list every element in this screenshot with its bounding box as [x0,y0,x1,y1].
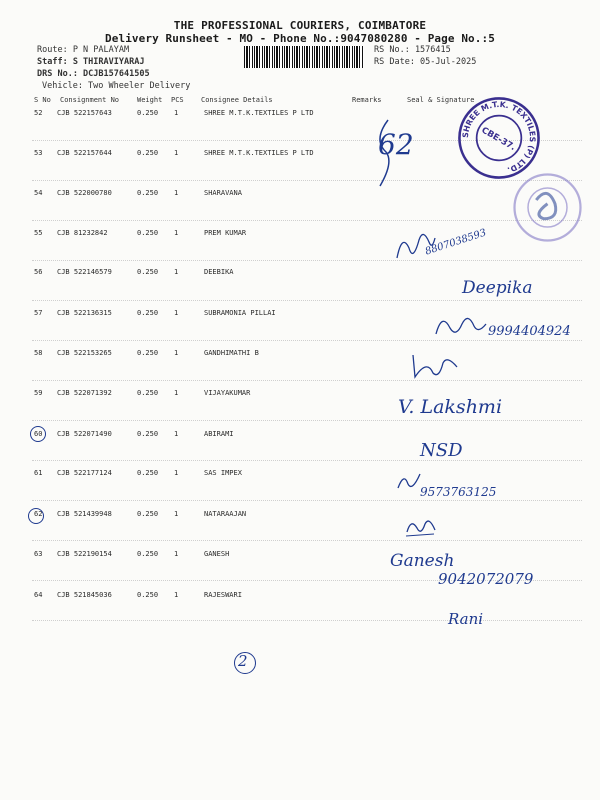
row-sno: 57 [34,309,43,317]
row-consignee: SHREE M.T.K.TEXTILES P LTD [204,149,314,157]
signature-scribble [432,312,492,340]
row-sno: 61 [34,469,43,477]
row-sno: 56 [34,268,43,276]
runsheet-subtitle: Delivery Runsheet - MO - Phone No.:9047080280 - Page No.:5 [105,32,495,45]
signature-stroke [370,118,400,188]
signature-scribble [408,350,463,380]
row-consignee: SHARAVANA [204,189,242,197]
row-consignee: SAS IMPEX [204,469,242,477]
row-consignment: CJB 522136315 [57,309,112,317]
col-sno: S No [34,96,51,104]
col-weight: Weight [137,96,163,104]
row-consignment: CJB 521439948 [57,510,112,518]
row-divider [32,220,582,221]
company-title: THE PROFESSIONAL COURIERS, COIMBATORE [173,19,427,32]
table-row [0,469,600,479]
row-consignee: RAJESWARI [204,591,242,599]
drs-label: DRS No.: DCJB157641505 [37,69,150,79]
row-weight: 0.250 [137,189,159,197]
circle-mark [30,426,46,442]
row-weight: 0.250 [137,591,159,599]
row-consignment: CJB 522157644 [57,149,112,157]
table-row [0,349,600,359]
row-consignee: SUBRAMONIA PILLAI [204,309,276,317]
signature-scribble [395,470,425,492]
faint-stamp [510,170,585,245]
row-weight: 0.250 [137,109,159,117]
signature-row-63-phone: 9042072079 [438,570,534,588]
row-sno: 53 [34,149,43,157]
row-weight: 0.250 [137,550,159,558]
rs-date-label: RS Date: 05-Jul-2025 [374,57,477,67]
row-pcs: 1 [174,229,179,237]
row-consignee: GANESH [204,550,230,558]
row-weight: 0.250 [137,229,159,237]
barcode [244,46,364,68]
signature-row-60: NSD [420,440,463,461]
row-sno: 64 [34,591,43,599]
row-consignment: CJB 522000780 [57,189,112,197]
signature-row-57-phone: 9994404924 [488,324,571,339]
row-sno: 52 [34,109,43,117]
table-row [0,389,600,399]
row-pcs: 1 [174,430,179,438]
row-divider [32,460,582,461]
row-consignee: SHREE M.T.K.TEXTILES P LTD [204,109,314,117]
row-divider [32,500,582,501]
page-mark: 2 [238,652,248,670]
row-consignee: GANDHIMATHI B [204,349,259,357]
company-seal-stamp [456,95,542,181]
rs-no-label: RS No.: 1576415 [374,45,451,55]
table-row [0,591,600,601]
row-sno: 55 [34,229,43,237]
row-divider [32,260,582,261]
row-pcs: 1 [174,189,179,197]
signature-row-61-phone: 9573763125 [420,485,497,499]
row-weight: 0.250 [137,309,159,317]
row-consignee: ABIRAMI [204,430,234,438]
signature-row-55-phone: 8807038593 [423,227,488,258]
row-weight: 0.250 [137,149,159,157]
row-consignment: CJB 522153265 [57,349,112,357]
row-consignee: NATARAAJAN [204,510,247,518]
row-consignment: CJB 522071490 [57,430,112,438]
row-pcs: 1 [174,309,179,317]
row-pcs: 1 [174,591,179,599]
row-divider [32,420,582,421]
table-row [0,430,600,440]
staff-label: Staff: S THIRAVIYARAJ [37,57,145,67]
row-pcs: 1 [174,550,179,558]
row-pcs: 1 [174,268,179,276]
row-consignment: CJB 522177124 [57,469,112,477]
row-sno: 63 [34,550,43,558]
row-weight: 0.250 [137,268,159,276]
signature-row-59: V. Lakshmi [398,396,503,418]
row-pcs: 1 [174,109,179,117]
table-row [0,550,600,560]
table-row [0,268,600,278]
stamp-center-text: CBE-37. [479,125,518,153]
stamp-ring-text: SHREE M.T.K. TEXTILES (P) LTD. [460,99,538,175]
circle-mark [28,508,44,524]
row-consignment: CJB 521845036 [57,591,112,599]
row-consignee: PREM KUMAR [204,229,247,237]
col-consignee: Consignee Details [201,96,273,104]
row-sno: 62 [34,510,43,518]
table-row [0,510,600,520]
row-sno: 60 [34,430,43,438]
row-consignee: VIJAYAKUMAR [204,389,251,397]
row-consignment: CJB 522190154 [57,550,112,558]
row-pcs: 1 [174,510,179,518]
row-pcs: 1 [174,149,179,157]
row-divider [32,540,582,541]
row-consignee: DEEBIKA [204,268,234,276]
row-divider [32,380,582,381]
signature-scribble [404,516,438,538]
row-sno: 58 [34,349,43,357]
row-divider [32,620,582,621]
row-pcs: 1 [174,349,179,357]
row-consignment: CJB 522157643 [57,109,112,117]
row-consignment: CJB 81232842 [57,229,108,237]
table-row [0,309,600,319]
signature-row-56: Deepika [462,278,533,298]
col-seal: Seal & Signature [407,96,475,104]
row-weight: 0.250 [137,430,159,438]
signature-row-63: Ganesh [390,551,455,571]
row-consignment: CJB 522071392 [57,389,112,397]
row-weight: 0.250 [137,349,159,357]
row-weight: 0.250 [137,389,159,397]
col-consignment: Consignment No [60,96,120,104]
row-pcs: 1 [174,389,179,397]
row-sno: 54 [34,189,43,197]
col-remarks: Remarks [352,96,382,104]
row-divider [32,300,582,301]
route-label: Route: P N PALAYAM [37,45,130,55]
row-consignment: CJB 522146579 [57,268,112,276]
row-weight: 0.250 [137,469,159,477]
vehicle-label: Vehicle: Two Wheeler Delivery [42,81,191,91]
signature-row-64: Rani [448,610,484,628]
signature-row-52: 62 [378,128,414,161]
col-pcs: PCS [171,96,184,104]
row-pcs: 1 [174,469,179,477]
row-divider [32,340,582,341]
row-weight: 0.250 [137,510,159,518]
row-sno: 59 [34,389,43,397]
